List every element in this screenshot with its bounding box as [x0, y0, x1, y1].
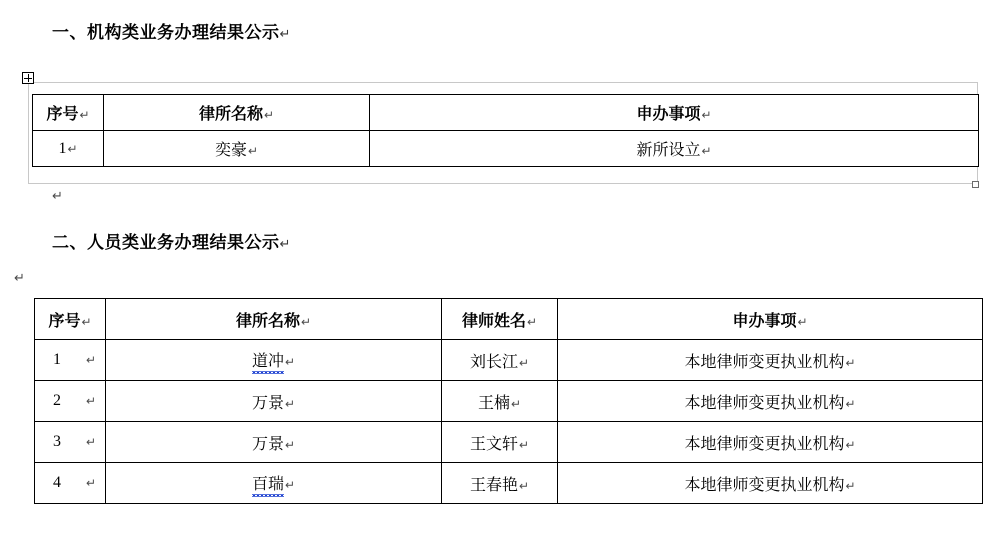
table-person[interactable]: [34, 298, 983, 504]
paragraph-mark-icon: ↵: [52, 188, 63, 203]
table-move-handle-icon[interactable]: [22, 72, 34, 84]
paragraph-mark-icon: ↵: [845, 478, 856, 493]
cell-item[interactable]: 本地律师变更执业机构↵: [558, 340, 983, 381]
paragraph-mark-icon: ↵: [701, 144, 712, 158]
paragraph-mark-icon: ↵: [85, 353, 97, 367]
section-heading-person-text: 二、人员类业务办理结果公示: [52, 233, 280, 252]
paragraph-mark-icon: ↵: [518, 355, 530, 370]
paragraph-mark-icon: ↵: [284, 478, 296, 492]
table-row[interactable]: [35, 422, 983, 463]
paragraph-mark-icon: ↵: [263, 108, 275, 122]
table-row[interactable]: [35, 463, 983, 504]
table-row-header: [33, 95, 979, 131]
paragraph-mark-icon: ↵: [67, 141, 78, 156]
paragraph-mark-icon: ↵: [284, 437, 296, 452]
table-row[interactable]: [35, 381, 983, 422]
paragraph-mark-icon: ↵: [85, 476, 97, 490]
cell-item[interactable]: 本地律师变更执业机构↵: [558, 463, 983, 504]
column-header-lawyer: 律师姓名↵: [442, 299, 558, 340]
column-header-index: 序号↵: [35, 299, 106, 340]
cell-lawyer[interactable]: 王楠↵: [442, 381, 558, 422]
paragraph-mark-icon: ↵: [845, 396, 856, 411]
paragraph-mark-icon: ↵: [526, 314, 538, 329]
table-row[interactable]: [33, 131, 979, 167]
cell-firm[interactable]: 道冲↵: [106, 340, 442, 381]
paragraph-mark-icon: ↵: [14, 270, 25, 285]
table-row[interactable]: [35, 340, 983, 381]
column-header-firm: 律所名称↵: [104, 95, 370, 131]
cell-firm[interactable]: 奕豪↵: [104, 131, 370, 167]
paragraph-mark-icon: ↵: [85, 394, 97, 408]
paragraph-mark-icon: ↵: [81, 314, 92, 329]
paragraph-mark-icon: ↵: [284, 355, 296, 369]
column-header-item: 申办事项↵: [558, 299, 983, 340]
cell-index[interactable]: 1 ↵: [35, 340, 106, 381]
paragraph-mark-icon: ↵: [79, 108, 90, 122]
table-org[interactable]: [32, 94, 979, 167]
cell-lawyer[interactable]: 王春艳↵: [442, 463, 558, 504]
section-heading-org: [52, 18, 291, 43]
cell-lawyer[interactable]: 刘长江↵: [442, 340, 558, 381]
paragraph-mark-icon: ↵: [85, 435, 97, 449]
paragraph-mark-icon: ↵: [797, 314, 808, 329]
cell-firm[interactable]: 万景↵: [106, 422, 442, 463]
paragraph-mark-icon: ↵: [701, 108, 712, 122]
paragraph-mark-icon: ↵: [284, 396, 296, 411]
paragraph-mark-icon: ↵: [510, 396, 522, 411]
column-header-firm: 律所名称↵: [106, 299, 442, 340]
cell-firm[interactable]: 万景↵: [106, 381, 442, 422]
paragraph-mark-icon: ↵: [247, 144, 259, 158]
table-row-header: [35, 299, 983, 340]
section-heading-person: [52, 228, 291, 253]
cell-index[interactable]: 3 ↵: [35, 422, 106, 463]
paragraph-mark-icon: ↵: [845, 437, 856, 452]
column-header-index: 序号↵: [33, 95, 104, 131]
cell-index[interactable]: 4 ↵: [35, 463, 106, 504]
cell-item[interactable]: 本地律师变更执业机构↵: [558, 422, 983, 463]
column-header-item: 申办事项↵: [370, 95, 979, 131]
paragraph-mark-icon: ↵: [845, 355, 856, 370]
cell-index[interactable]: 2 ↵: [35, 381, 106, 422]
paragraph-mark-icon: ↵: [279, 26, 291, 41]
paragraph-mark-icon: ↵: [300, 314, 312, 329]
table-resize-handle-icon[interactable]: [972, 181, 979, 188]
paragraph-mark-icon: ↵: [279, 236, 291, 251]
cell-item[interactable]: 新所设立↵: [370, 131, 979, 167]
paragraph-mark-icon: ↵: [518, 437, 530, 452]
cell-index[interactable]: 1↵: [33, 131, 104, 167]
cell-firm[interactable]: 百瑞↵: [106, 463, 442, 504]
paragraph-mark-icon: ↵: [518, 478, 530, 493]
cell-item[interactable]: 本地律师变更执业机构↵: [558, 381, 983, 422]
section-heading-org-text: 一、机构类业务办理结果公示: [52, 23, 280, 42]
cell-lawyer[interactable]: 王文轩↵: [442, 422, 558, 463]
